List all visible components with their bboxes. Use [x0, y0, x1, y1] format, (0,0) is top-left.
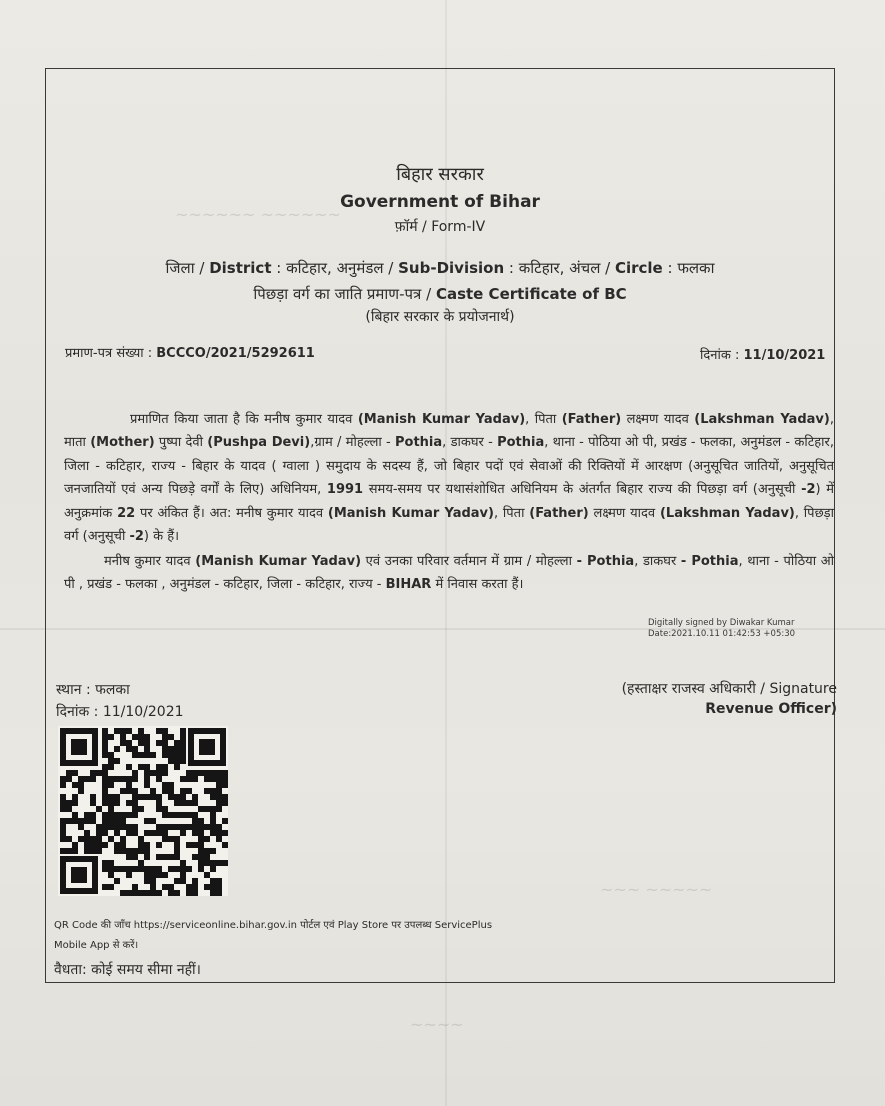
form-number: फ़ॉर्म / Form-IV [394, 219, 486, 235]
digital-sign-date: Date:2021.10.11 01:42:53 +05:30 [648, 629, 796, 639]
district-line: जिला / District : कटिहार, अनुमंडल / Sub-Division : कटिहार, अंचल / Circle : फलका [165, 259, 715, 277]
residence-paragraph: मनीष कुमार यादव (Manish Kumar Yadav) एवं उनका परिवार वर्तमान में ग्राम / मोहल्ला - Pothia, डाकघर - Pothia, थाना - पोठिया ओ पी , प्रखंड - फलका , अनुमंडल - कटिहार, जिला - कटिहार, राज्य - BIHAR में निवास करता हैं। [64, 554, 835, 593]
service-portal-link[interactable]: https://serviceonline.bihar.gov.in [133, 920, 297, 931]
digital-signer: Digitally signed by Diwakar Kumar [648, 618, 795, 628]
caste-certificate-title: पिछड़ा वर्ग का जाति प्रमाण-पत्र / Caste Certificate of BC [253, 285, 627, 303]
place-label: स्थान : फलका [56, 682, 130, 698]
certificate-number: प्रमाण-पत्र संख्या : BCCCO/2021/5292611 [65, 346, 315, 361]
revenue-officer-label: Revenue Officer) [705, 701, 837, 717]
faint-handwriting-right: ~~~ ~~~~~ [600, 880, 713, 899]
issue-date: दिनांक : 11/10/2021 [56, 704, 184, 720]
qr-code[interactable] [58, 726, 228, 896]
signature-label: (हस्ताक्षर राजस्व अधिकारी / Signature [621, 681, 837, 697]
government-title: Government of Bihar [340, 192, 540, 212]
purpose-line: (बिहार सरकार के प्रयोजनार्थ) [365, 309, 515, 325]
faint-handwriting-top: ~~~~~~ ~~~~~~ [175, 205, 341, 224]
certificate-date: दिनांक : 11/10/2021 [700, 348, 826, 363]
hindi-government-title: बिहार सरकार [396, 164, 484, 185]
faint-handwriting-bottom: ~~~~ [410, 1015, 464, 1034]
qr-verification-note: QR Code की जाँच https://serviceonline.bihar.gov.in पोर्टल एवं Play Store पर उपलब्ध ServicePlus Mobile App से करें। [54, 920, 493, 951]
digital-signature-block [648, 618, 795, 640]
validity-note: वैधता: कोई समय सीमा नहीं। [54, 962, 201, 978]
certificate-body-paragraph: प्रमाणित किया जाता है कि मनीष कुमार यादव (Manish Kumar Yadav), पिता (Father) लक्ष्मण यादव (Lakshman Yadav), माता (Mother) पुष्पा देवी (Pushpa Devi),ग्राम / मोहल्ला - Pothia, डाकघर - Pothia, थाना - पोठिया ओ पी, प्रखंड - फलका, अनुमंडल - कटिहार, जिला - कटिहार, राज्य - बिहार के यादव ( ग्वाला ) समुदाय के सदस्य हैं, जो बिहार पदों एवं सेवाओं की रिक्तियों में आरक्षण (अनुसूचित जातियों, अनुसूचित जनजातियों एवं अन्य पिछड़े वर्गों के लिए) अधिनियम, 1991 समय-समय पर यथासंशोधित अधिनियम के अंतर्गत बिहार राज्य की पिछड़ा वर्ग (अनुसूची -2) में अनुक्रमांक 22 पर अंकित हैं। अत: मनीष कुमार यादव (Manish Kumar Yadav), पिता (Father) लक्ष्मण यादव (Lakshman Yadav), पिछड़ा वर्ग (अनुसूची -2) के हैं। [64, 412, 835, 545]
